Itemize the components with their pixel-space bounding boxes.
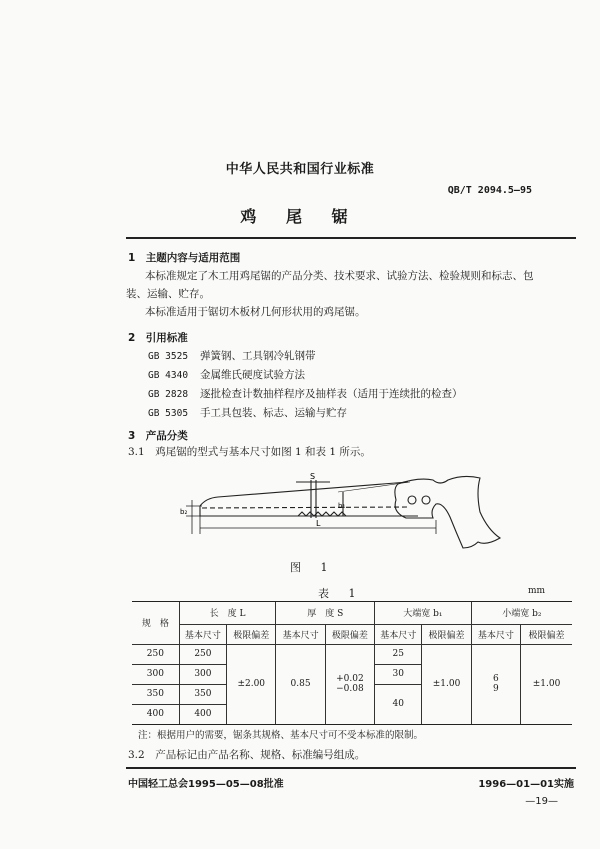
- cell-spec: 300: [132, 664, 179, 684]
- table-unit: mm: [528, 586, 546, 596]
- reference-list: [148, 347, 463, 423]
- spec-table: [132, 602, 572, 724]
- standard-number: QB/T 2094.5—95: [447, 185, 532, 196]
- header-basic: 基本尺寸: [276, 624, 325, 644]
- cell-length-tolerance: ±2.00: [227, 644, 276, 724]
- reference-code: GB 2828: [148, 389, 189, 400]
- cell-b1: 25: [375, 644, 422, 664]
- cell-b2-tolerance: ±1.00: [521, 644, 572, 724]
- header-tolerance: 极限偏差: [521, 624, 572, 644]
- header-basic: 基本尺寸: [471, 624, 520, 644]
- section-3-heading: 3 产品分类: [128, 430, 188, 442]
- cell-thickness-basic: 0.85: [276, 644, 325, 724]
- cell-length: 400: [179, 704, 226, 724]
- section-2-heading: 2 引用标准: [128, 332, 188, 344]
- reference-title: 逐批检查计数抽样程序及抽样表（适用于连续批的检查）: [200, 388, 463, 400]
- title-divider: [126, 237, 576, 239]
- section-1-para2: 本标准适用于锯切木板材几何形状用的鸡尾锯。: [145, 306, 366, 318]
- reference-code: GB 5305: [148, 408, 189, 419]
- tol-plus: +0.02: [336, 674, 364, 685]
- reference-item: [148, 404, 463, 423]
- tol-minus: −0.08: [336, 684, 364, 695]
- reference-code: GB 3525: [148, 351, 189, 362]
- dim-label-b2: b₂: [180, 508, 188, 516]
- b2-value: 9: [493, 684, 499, 695]
- saw-figure: [178, 472, 508, 552]
- cell-spec: 350: [132, 684, 179, 704]
- header-basic: 基本尺寸: [375, 624, 422, 644]
- reference-code: GB 4340: [148, 370, 189, 381]
- cell-length: 250: [179, 644, 226, 664]
- cell-b2-basic: [471, 644, 520, 724]
- header-big-end: 大端宽 b₁: [375, 602, 472, 624]
- page-number: —19—: [525, 796, 558, 807]
- b2-value: 6: [493, 674, 499, 685]
- section-1-para1-cont: 装、运输、贮存。: [126, 288, 210, 300]
- effective-date: 1996—01—01实施: [478, 779, 574, 790]
- section-3-1: 3.1 鸡尾锯的型式与基本尺寸如图 1 和表 1 所示。: [128, 446, 371, 458]
- table-row: [132, 644, 572, 664]
- cell-spec: 250: [132, 644, 179, 664]
- header-small-end: 小端宽 b₂: [471, 602, 572, 624]
- reference-title: 弹簧钢、工具钢冷轧钢带: [200, 350, 316, 362]
- cell-b1: 40: [375, 684, 422, 724]
- table-note: 注：根据用户的需要，锯条其规格、基本尺寸可不受本标准的限制。: [138, 730, 424, 741]
- cell-length: 350: [179, 684, 226, 704]
- approval-text: 中国轻工总会1995—05—08批准: [128, 779, 284, 790]
- table-caption: 表 1: [318, 587, 364, 600]
- dim-label-l: L: [316, 519, 321, 528]
- saw-drawing: [178, 472, 508, 552]
- header-basic: 基本尺寸: [179, 624, 226, 644]
- spec-table-wrapper: [132, 601, 572, 725]
- cell-thickness-tolerance: [325, 644, 374, 724]
- section-3-2: 3.2 产品标记由产品名称、规格、标准编号组成。: [128, 749, 366, 761]
- standard-body: 中华人民共和国行业标准: [225, 162, 375, 177]
- section-1-para1: 本标准规定了木工用鸡尾锯的产品分类、技术要求、试验方法、检验规则和标志、包: [145, 270, 534, 282]
- cell-spec: 400: [132, 704, 179, 724]
- page-title: 鸡 尾 锯: [240, 207, 360, 226]
- header-spec: 规 格: [132, 602, 179, 644]
- header-tolerance: 极限偏差: [422, 624, 471, 644]
- footer-divider: [126, 767, 576, 769]
- cell-length: 300: [179, 664, 226, 684]
- reference-item: [148, 347, 463, 366]
- dim-label-s: S: [310, 472, 316, 481]
- reference-item: [148, 366, 463, 385]
- reference-title: 金属维氏硬度试验方法: [200, 369, 305, 381]
- reference-item: [148, 385, 463, 404]
- header-tolerance: 极限偏差: [227, 624, 276, 644]
- figure-caption: 图 1: [290, 561, 336, 574]
- header-thickness: 厚 度 S: [276, 602, 375, 624]
- header-tolerance: 极限偏差: [325, 624, 374, 644]
- cell-b1: 30: [375, 664, 422, 684]
- header-length: 长 度 L: [179, 602, 276, 624]
- reference-title: 手工具包装、标志、运输与贮存: [200, 407, 347, 419]
- cell-b1-tolerance: ±1.00: [422, 644, 471, 724]
- dim-label-b1: b₁: [338, 502, 346, 510]
- section-1-heading: 1 主题内容与适用范围: [128, 252, 241, 264]
